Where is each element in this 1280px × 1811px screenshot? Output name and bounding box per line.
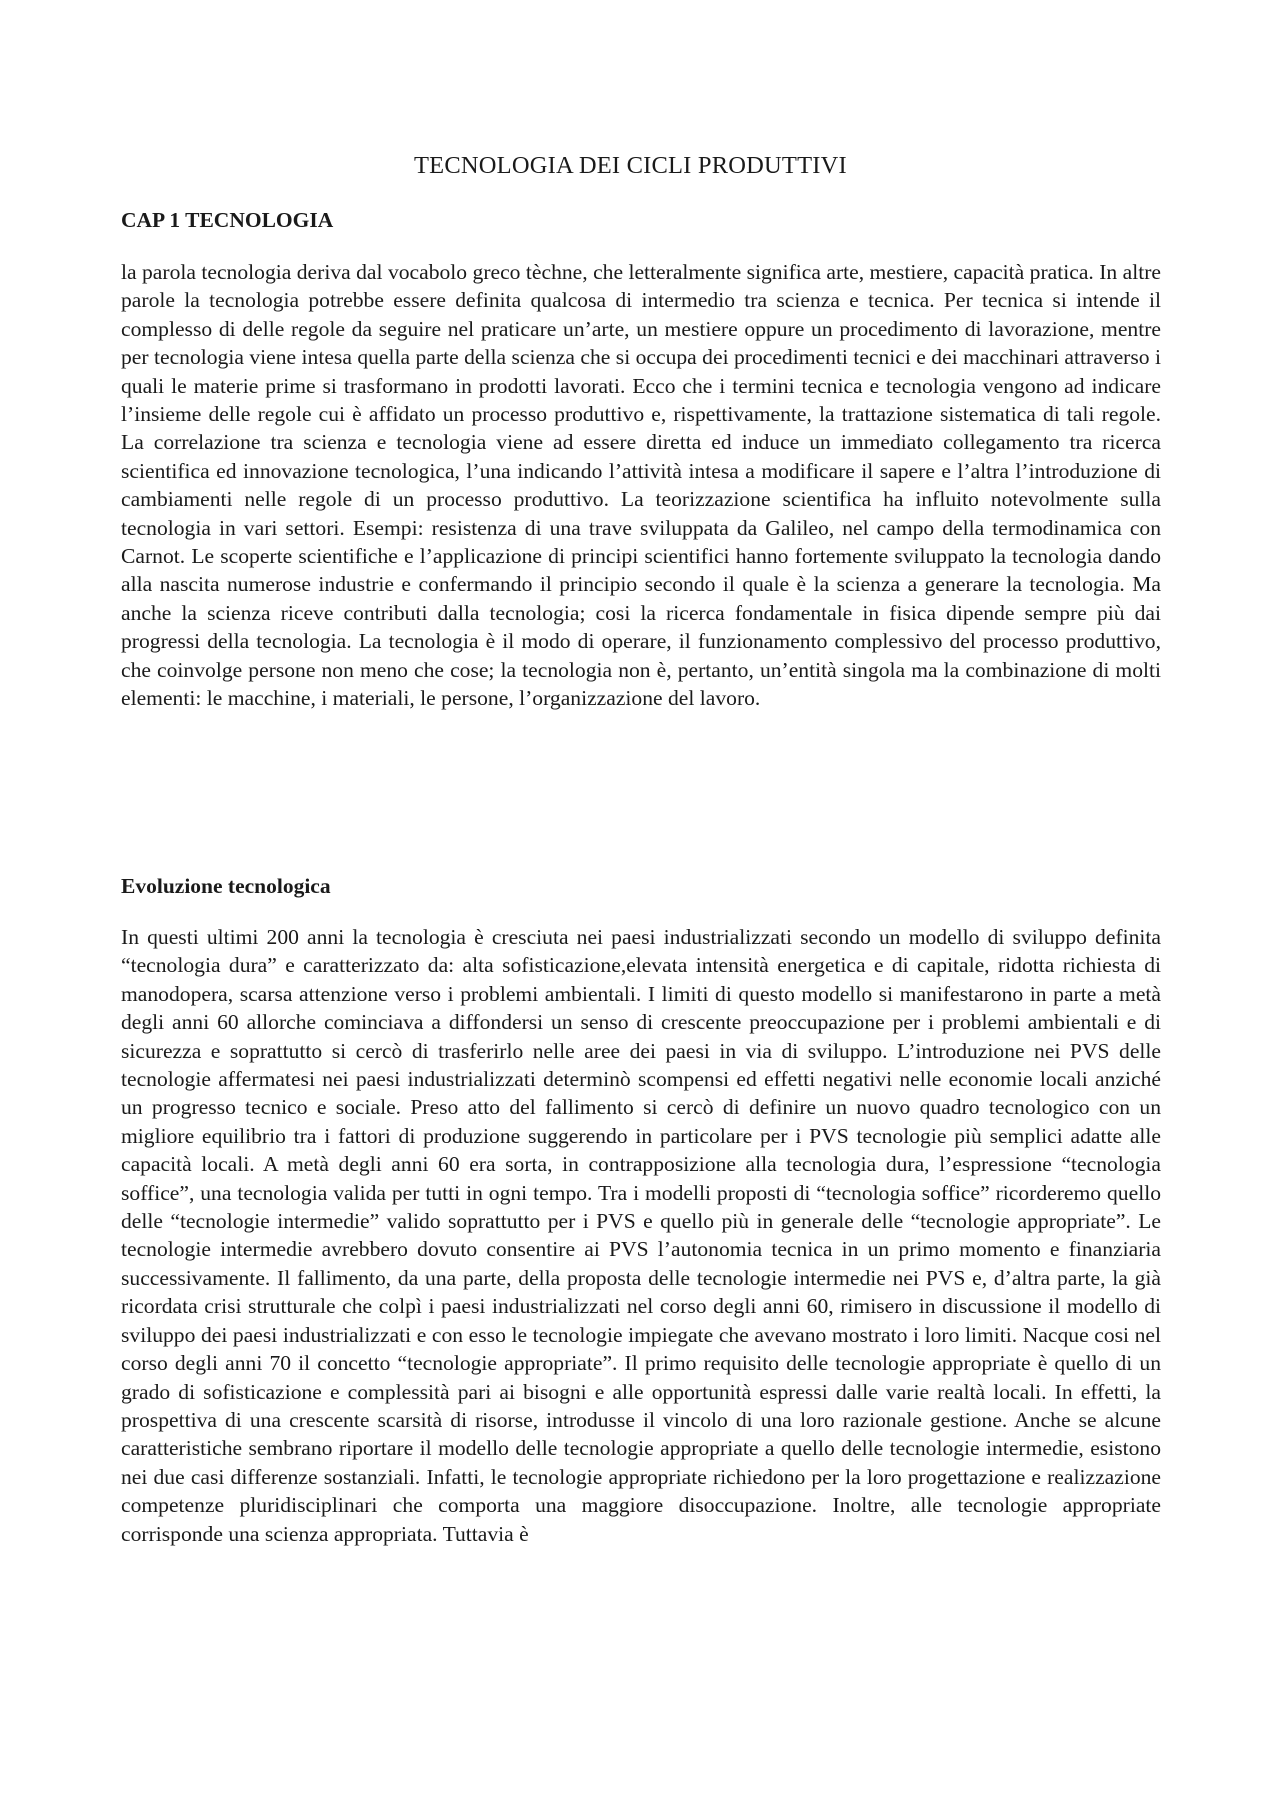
section-paragraph-evoluzione: In questi ultimi 200 anni la tecnologia è cresciuta nei paesi industrializzati secondo un modello di sviluppo definita “tecnologia dura” e caratterizzato da: alta sofisticazione,elevata intensità energetica e di capitale, ridotta richiesta di manodopera, scarsa attenzione verso i problemi ambientali. I limiti di questo modello si manifestarono in parte a metà degli anni 60 allorche cominciava a diffondersi un senso di crescente preoccupazione per i problemi ambientali e di sicurezza e soprattutto si cercò di trasferirlo nelle aree dei paesi in via di sviluppo. L’introduzione nei PVS delle tecnologie affermatesi nei paesi industrializzati determinò scompensi ed effetti negativi nelle economie locali anziché un progresso tecnico e sociale. Preso atto del fallimento si cercò di definire un nuovo quadro tecnologico con un migliore equilibrio tra i fattori di produzione suggerendo in particolare per i PVS tecnologie più semplici adatte alle capacità locali. A metà degli anni 60 era sorta, in contrapposizione alla tecnologia dura, l’espressione “tecnologia soffice”, una tecnologia valida per tutti in ogni tempo. Tra i modelli proposti di “tecnologia soffice” ricorderemo quello delle “tecnologie intermedie” valido soprattutto per i PVS e quello più in generale delle “tecnologie appropriate”. Le tecnologie intermedie avrebbero dovuto consentire ai PVS l’autonomia tecnica in un primo momento e finanziaria successivamente. Il fallimento, da una parte, della proposta delle tecnologie intermedie nei PVS e, d’altra parte, la già ricordata crisi strutturale che colpì i paesi industrializzati nel corso degli anni 60, rimisero in discussione il modello di sviluppo dei paesi industrializzati e con esso le tecnologie impiegate che avevano mostrato i loro limiti. Nacque cosi nel corso degli anni 70 il concetto “tecnologie appropriate”. Il primo requisito delle tecnologie appropriate è quello di un grado di sofisticazione e complessità pari ai bisogni e alle opportunità espressi dalle varie realtà locali. In effetti, la prospettiva di una crescente scarsità di risorse, introdusse il vincolo di una loro razionale gestione. Anche se alcune caratteristiche sembrano riportare il modello delle tecnologie appropriate a quello delle tecnologie intermedie, esistono nei due casi differenze sostanziali. Infatti, le tecnologie appropriate richiedono per la loro progettazione e realizzazione competenze pluridisciplinari che comporta una maggiore disoccupazione. Inoltre, alle tecnologie appropriate corrisponde una scienza appropriata. Tuttavia è <box>121 925 1161 1546</box>
section-paragraph-cap1: la parola tecnologia deriva dal vocabolo greco tèchne, che letteralmente significa arte, mestiere, capacità pratica. In altre parole la tecnologia potrebbe essere definita qualcosa di intermedio tra scienza e tecnica. Per tecnica si intende il complesso di delle regole da seguire nel praticare un’arte, un mestiere oppure un procedimento di lavorazione, mentre per tecnologia viene intesa quella parte della scienza che si occupa dei procedimenti tecnici e dei macchinari attraverso i quali le materie prime si trasformano in prodotti lavorati. Ecco che i termini tecnica e tecnologia vengono ad indicare l’insieme delle regole cui è affidato un processo produttivo e, rispettivamente, la trattazione sistematica di tali regole. La correlazione tra scienza e tecnologia viene ad essere diretta ed induce un immediato collegamento tra ricerca scientifica ed innovazione tecnologica, l’una indicando l’attività intesa a modificare il sapere e l’altra l’introduzione di cambiamenti nelle regole di un processo produttivo. La teorizzazione scientifica ha influito notevolmente sulla tecnologia in vari settori. Esempi: resistenza di una trave sviluppata da Galileo, nel campo della termodinamica con Carnot. Le scoperte scientifiche e l’applicazione di principi scientifici hanno fortemente sviluppato la tecnologia dando alla nascita numerose industrie e confermando il principio secondo il quale è la scienza a generare la tecnologia. Ma anche la scienza riceve contributi dalla tecnologia; cosi la ricerca fondamentale in fisica dipende sempre più dai progressi della tecnologia. La tecnologia è il modo di operare, il funzionamento complessivo del processo produttivo, che coinvolge persone non meno che cose; la tecnologia non è, pertanto, un’entità singola ma la combinazione di molti elementi: le macchine, i materiali, le persone, l’organizzazione del lavoro. <box>121 260 1161 711</box>
section-heading-cap1: CAP 1 TECNOLOGIA <box>121 208 334 232</box>
document-title: TECNOLOGIA DEI CICLI PRODUTTIVI <box>414 152 847 179</box>
section-heading-evoluzione: Evoluzione tecnologica <box>121 874 331 898</box>
